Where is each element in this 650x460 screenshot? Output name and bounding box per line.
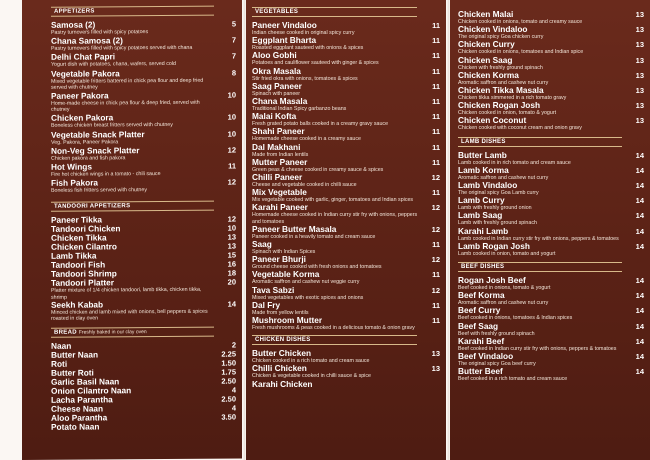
- menu-item: [252, 21, 440, 36]
- menu-item-name: Vegetable Pakora: [51, 67, 120, 79]
- menu-item: [51, 36, 236, 52]
- menu-item-description: Lamb with freshly ground spinach: [458, 220, 537, 227]
- menu-item-description: Platter mixture of 1/4 chicken tandoori, lamb tikka, chicken tikka, shrimp: [51, 287, 202, 301]
- menu-item-name: Garlic Basil Naan: [51, 376, 120, 388]
- menu-item-description: Pastry turnovers filled with spicy potatoes: [51, 29, 149, 36]
- menu-item: [252, 143, 440, 158]
- menu-item: [51, 68, 236, 91]
- menu-item: [458, 367, 644, 382]
- section-header-bread: BREAD Freshly baked in our clay oven: [51, 327, 214, 338]
- menu-item-price: 11: [432, 21, 440, 30]
- menu-item-name: Lamb Saag: [458, 210, 503, 221]
- menu-item-description: Cheese and vegetable cooked in chilli sauce: [252, 182, 357, 189]
- menu-item-name: Aloo Gobhi: [252, 50, 297, 61]
- menu-item-description: Chicken cooked in onions, tomato and creamy sauce: [458, 19, 583, 25]
- menu-item-name: Lacha Parantha: [51, 394, 113, 406]
- menu-item-description: Fresh mushrooms & peas cooked in a delicious tomato & onion gravy: [252, 325, 415, 332]
- menu-item-name: Chicken Pakora: [51, 112, 114, 124]
- menu-item-price: 14: [635, 226, 644, 236]
- menu-item: [458, 151, 644, 166]
- menu-item-description: Beef with freshly ground spinach: [458, 330, 535, 337]
- menu-item-description: Chicken cooked in onions, tomatoes and Indian spice: [458, 49, 584, 56]
- menu-item: [51, 278, 236, 301]
- menu-item: [252, 173, 440, 188]
- menu-item-price: 11: [432, 300, 440, 310]
- menu-item-description: Lamb with freshly ground onion: [458, 205, 532, 212]
- menu-item: [252, 67, 440, 82]
- menu-item-description: Spinach with Indian Spices: [252, 249, 316, 256]
- menu-item-name: Chicken Cilantro: [51, 241, 117, 253]
- menu-item: [252, 380, 440, 389]
- menu-item-price: 13: [227, 241, 236, 252]
- menu-item-description: Aromatic saffron and cashew nut curry: [458, 174, 549, 181]
- menu-item-name: Chicken Rogan Josh: [458, 100, 541, 111]
- menu-item-price: 11: [432, 36, 440, 46]
- menu-item-name: Chana Masala: [252, 96, 308, 107]
- tandoori-appetizers-list: [51, 215, 236, 322]
- menu-item-price: 11: [432, 51, 440, 61]
- menu-panel-middle: [246, 0, 446, 460]
- menu-item-price: 2.25: [221, 349, 236, 359]
- menu-item: [458, 306, 644, 321]
- section-header-beef-dishes: BEEF DISHES: [458, 262, 622, 272]
- menu-item-price: 11: [432, 157, 440, 167]
- menu-item-name: Beef Korma: [458, 290, 505, 301]
- menu-item-description: Chicken cooked in onion, tomato & yogurt: [458, 110, 557, 117]
- menu-item: [458, 196, 644, 211]
- menu-item-description: Boneless chicken breast fritters served with chutney: [51, 122, 173, 130]
- menu-item-name: Aloo Parantha: [51, 412, 108, 424]
- menu-item-price: 13: [635, 55, 644, 65]
- menu-item-description: Home-made cheese in chick pea flour & deep fried, served with chutney: [51, 99, 200, 114]
- menu-item-price: 2.50: [221, 394, 236, 404]
- menu-item-description: Potatoes and cauliflower sauteed with ginger & spices: [252, 60, 379, 67]
- menu-item-name: Butter Naan: [51, 349, 99, 361]
- menu-item-description: Made from yellow lentils: [252, 309, 309, 316]
- menu-item: [252, 82, 440, 97]
- chicken-dishes-list: [252, 349, 440, 388]
- menu-item-description: Aromatic saffron and cashew nut veggie curry: [252, 279, 360, 286]
- menu-item-price: 11: [432, 240, 440, 250]
- menu-item-price: 12: [227, 214, 236, 225]
- menu-item: [252, 301, 440, 316]
- menu-item-price: 2.50: [221, 376, 236, 386]
- menu-item: [458, 337, 644, 352]
- menu-item-name: Chicken Curry: [458, 39, 515, 50]
- menu-item-description: The original spicy Goa Lamb curry: [458, 190, 539, 197]
- menu-item-description: Green peas & cheese cooked in creamy sauce & spices: [252, 166, 384, 173]
- menu-item-description: Spinach with paneer: [252, 90, 300, 97]
- menu-item: [252, 286, 440, 301]
- menu-item-name: Chicken Saag: [458, 54, 513, 65]
- bread-subtitle: Freshly baked in our clay oven: [78, 329, 147, 336]
- menu-item-description: Chicken tikka simmered in a rich tomato gravy: [458, 95, 567, 102]
- menu-item-description: Traditional Indian Spicy garbanzo beans: [252, 106, 347, 113]
- menu-item: [458, 25, 644, 40]
- menu-item-name: Chicken Tikka Masala: [458, 85, 544, 96]
- appetizers-list: [51, 20, 236, 195]
- menu-item-name: Tandoori Chicken: [51, 223, 121, 235]
- menu-item-price: 14: [635, 165, 644, 175]
- menu-item: [458, 116, 644, 131]
- menu-item-name: Beef Vindaloo: [458, 351, 514, 362]
- menu-item-price: 14: [635, 211, 644, 221]
- menu-item: [51, 129, 236, 145]
- menu-item-name: Cheese Naan: [51, 403, 104, 415]
- menu-item: [51, 162, 236, 178]
- menu-item-description: Chicken with freshly ground spinach: [458, 64, 543, 71]
- vegetables-list: [252, 21, 440, 331]
- menu-item: [458, 352, 644, 367]
- menu-item-price: 11: [432, 112, 440, 122]
- menu-item: [252, 225, 440, 240]
- menu-item-price: 1.75: [221, 367, 236, 377]
- menu-item-description: Lamb cooked in in rich tomato and cream sauce: [458, 159, 571, 166]
- menu-item-name: Shahi Paneer: [252, 126, 305, 137]
- menu-item-name: Lamb Vindaloo: [458, 180, 518, 191]
- menu-item-name: Chana Samosa (2): [51, 35, 123, 47]
- menu-item-name: Lamb Korma: [458, 164, 509, 175]
- menu-item-name: Malai Kofta: [252, 111, 297, 122]
- menu-item-name: Mushroom Mutter: [252, 315, 323, 326]
- menu-item-name: Karahi Paneer: [252, 202, 308, 213]
- menu-item-price: 4: [231, 385, 236, 395]
- menu-item: [51, 20, 236, 36]
- menu-item-price: 12: [431, 203, 440, 213]
- menu-item-price: 7: [231, 51, 236, 61]
- menu-item-price: 11: [432, 142, 440, 152]
- menu-item-description: Veg. Pakora, Paneer Pakora: [51, 138, 119, 146]
- menu-item-name: Mutter Paneer: [252, 156, 308, 167]
- menu-item: [252, 188, 440, 203]
- menu-item-description: The original spicy Goa chicken curry: [458, 34, 544, 41]
- menu-item-price: 13: [635, 25, 644, 35]
- menu-item-price: 14: [635, 291, 644, 301]
- menu-panel-left: [22, 0, 242, 460]
- menu-item-name: Paneer Butter Masala: [252, 223, 337, 234]
- menu-item-name: Beef Saag: [458, 320, 499, 331]
- menu-item-name: Paneer Pakora: [51, 90, 109, 101]
- menu-item-price: 11: [432, 270, 440, 280]
- menu-item: [458, 10, 644, 25]
- menu-item-price: 13: [635, 101, 644, 111]
- menu-item-price: 13: [635, 86, 644, 96]
- menu-item-name: Non-Veg Snack Platter: [51, 145, 140, 156]
- menu-item: [252, 255, 440, 270]
- menu-item: [458, 56, 644, 71]
- menu-item-price: 14: [635, 181, 644, 191]
- menu-item: [252, 51, 440, 66]
- menu-item-price: 14: [635, 276, 644, 286]
- menu-item-description: Beef cooked in Indian curry stir fry with onions, peppers & tomatoes: [458, 345, 617, 352]
- menu-item-description: Lamb cooked in Indian curry stir fry with onions, peppers & tomatoes: [458, 235, 619, 242]
- menu-item-description: Chicken cooked with coconut cream and onion gravy: [458, 125, 582, 132]
- menu-item: [458, 322, 644, 337]
- menu-item-name: Lamb Rogan Josh: [458, 240, 530, 251]
- menu-item-name: Chilli Paneer: [252, 172, 303, 183]
- menu-item-description: Chicken cooked in a rich tomato and cream sauce: [252, 358, 370, 365]
- menu-item-price: 2: [231, 340, 236, 350]
- menu-item-description: Stir fried okra with onions, tomatoes & spices: [252, 75, 358, 82]
- menu-item-name: Beef Curry: [458, 305, 501, 316]
- menu-item-name: Butter Beef: [458, 366, 503, 377]
- menu-item-description: Chicken pakora and fish pakora: [51, 155, 126, 162]
- menu-item: [458, 71, 644, 86]
- menu-item-description: Boneless fish fritters served with chutney: [51, 187, 147, 195]
- menu-item-name: Mix Vegetable: [252, 187, 307, 198]
- menu-item-price: 12: [431, 224, 440, 234]
- bread-list: [51, 341, 236, 432]
- menu-item: [252, 36, 440, 51]
- menu-item-name: Chicken Vindaloo: [458, 24, 528, 35]
- menu-item-name: Lamb Curry: [458, 195, 505, 206]
- menu-item-description: Mixed vegetable fritters battered in chick pea flour and deep fried served with chutney: [51, 77, 204, 91]
- menu-item-price: 3.50: [221, 412, 236, 422]
- menu-item-price: 10: [227, 223, 236, 234]
- menu-item-price: 20: [227, 277, 236, 288]
- menu-item-description: Ground cheese cooked with fresh onions and tomatoes: [252, 264, 382, 271]
- menu-item-description: Minced chicken and lamb mixed with onions, bell peppers & spices roasted in clay oven: [51, 308, 208, 322]
- menu-item-price: 11: [228, 161, 236, 171]
- menu-item-price: 11: [432, 316, 440, 326]
- menu-item-price: 14: [635, 336, 644, 346]
- menu-item-price: 16: [227, 259, 236, 270]
- menu-item-price: 11: [432, 97, 440, 107]
- menu-item-name: Tandoori Platter: [51, 277, 115, 289]
- menu-item-name: Fish Pakora: [51, 177, 99, 189]
- menu-item-price: 11: [432, 81, 440, 91]
- menu-item: [51, 52, 236, 68]
- menu-item-name: Paneer Tikka: [51, 214, 103, 226]
- menu-item: [252, 316, 440, 331]
- menu-item: [458, 242, 644, 257]
- menu-item: [252, 158, 440, 173]
- menu-item-name: Dal Makhani: [252, 141, 301, 152]
- menu-item-name: Saag Paneer: [252, 80, 302, 91]
- menu-item-price: 14: [635, 367, 644, 377]
- menu-item: [458, 276, 644, 291]
- chicken-dishes-continued-list: [458, 10, 644, 132]
- menu-item-price: 1.50: [221, 358, 236, 368]
- section-header-vegetables: VEGETABLES: [252, 7, 417, 17]
- menu-item-price: 10: [227, 129, 236, 139]
- menu-item-description: Beef cooked in onions, tomato & yogurt: [458, 285, 551, 292]
- lamb-dishes-list: [458, 151, 644, 257]
- menu-item: [458, 227, 644, 242]
- menu-item: [458, 181, 644, 196]
- menu-item: [458, 86, 644, 101]
- menu-item-description: Aromatic saffron and cashew nut curry: [458, 300, 549, 307]
- menu-item: [51, 91, 236, 114]
- menu-item-name: Naan: [51, 340, 72, 352]
- section-header-tandoori-appetizers: TANDOORI APPETIZERS: [51, 201, 214, 212]
- menu-item-price: 12: [431, 285, 440, 295]
- menu-item-price: 14: [635, 306, 644, 316]
- menu-item: [51, 299, 236, 322]
- menu-item-price: 12: [227, 177, 236, 187]
- menu-item-name: Karahi Chicken: [252, 378, 313, 389]
- menu-item-price: 13: [635, 116, 644, 126]
- menu-item-description: Beef cooked in onions, tomatoes & Indian spices: [458, 315, 573, 322]
- menu-item-name: Onion Cilantro Naan: [51, 385, 132, 397]
- menu-item: [252, 270, 440, 285]
- menu-item-price: 5: [231, 19, 236, 29]
- menu-item-name: Delhi Chat Papri: [51, 51, 116, 63]
- menu-item-name: Hot Wings: [51, 161, 92, 172]
- menu-item-price: 10: [227, 112, 236, 122]
- menu-item-description: Mixed vegetables with exotic spices and onions: [252, 294, 364, 301]
- menu-item-name: Potato Naan: [51, 421, 100, 433]
- menu-item-price: 12: [431, 255, 440, 265]
- menu-item-price: 15: [227, 250, 236, 261]
- menu-item: [458, 291, 644, 306]
- menu-item-name: Vegetable Snack Platter: [51, 128, 145, 140]
- menu-item-price: 13: [635, 10, 644, 19]
- menu-item-price: 14: [635, 321, 644, 331]
- menu-item-description: Yogurt dish with potatoes, chana, wafers, served cold: [51, 61, 176, 69]
- menu-item-price: 10: [227, 90, 236, 100]
- menu-item-description: Lamb cooked in onion, tomato and yogurt: [458, 250, 556, 257]
- menu-item-name: Eggplant Bharta: [252, 35, 317, 46]
- menu-item-description: Indian cheese cooked in original spicy curry: [252, 30, 355, 36]
- menu-item: [51, 145, 236, 161]
- menu-item-name: Butter Chicken: [252, 348, 312, 359]
- menu-item-price: 12: [431, 173, 440, 183]
- menu-panel-right: [450, 0, 650, 460]
- menu-item-price: 13: [431, 364, 440, 374]
- menu-item-description: Pastry turnovers filled with spicy potatoes served with chana: [51, 45, 193, 53]
- menu-item-name: Vegetable Korma: [252, 269, 320, 280]
- section-header-chicken-dishes: CHICKEN DISHES: [252, 335, 417, 345]
- menu-item-name: Rogan Josh Beef: [458, 275, 526, 286]
- menu-item-name: Saag: [252, 239, 272, 250]
- menu-item-name: Samosa (2): [51, 19, 96, 30]
- section-header-appetizers: APPETIZERS: [51, 6, 214, 17]
- menu-item-name: Paneer Vindaloo: [252, 20, 317, 30]
- menu-item: [458, 211, 644, 226]
- section-header-lamb-dishes: LAMB DISHES: [458, 137, 622, 147]
- menu-item-price: 13: [635, 70, 644, 80]
- menu-item-price: 11: [432, 127, 440, 137]
- menu-item-price: 7: [231, 35, 236, 45]
- menu-item-price: 13: [227, 232, 236, 243]
- menu-item: [51, 113, 236, 129]
- menu-item: [458, 166, 644, 181]
- menu-item-description: The original spicy Goa beef curry: [458, 361, 536, 368]
- menu-item: [252, 127, 440, 142]
- menu-item-name: Chicken Malai: [458, 9, 514, 19]
- menu-item-price: 18: [227, 268, 236, 279]
- menu-item-price: 13: [635, 40, 644, 50]
- menu-item-name: Dal Fry: [252, 299, 281, 310]
- menu-item: [252, 112, 440, 127]
- menu-item: [51, 422, 236, 432]
- menu-item-description: Fire hot chicken wings in a tomato - chili sauce: [51, 171, 161, 178]
- menu-item-price: 14: [635, 196, 644, 206]
- menu-item-name: Tandoori Fish: [51, 259, 106, 271]
- menu-item-description: Paneer cooked in a heavily tomato and cream sauce: [252, 233, 376, 240]
- menu-item-price: 14: [635, 241, 644, 251]
- menu-item-name: Okra Masala: [252, 65, 301, 76]
- menu-item: [252, 97, 440, 112]
- menu-item: [252, 240, 440, 255]
- menu-item-price: 11: [432, 188, 440, 198]
- menu-item-name: Chicken Tikka: [51, 232, 107, 244]
- menu-item-name: Tava Sabzi: [252, 284, 295, 295]
- menu-item-name: Chicken Coconut: [458, 115, 527, 126]
- menu-item-name: Butter Lamb: [458, 149, 507, 160]
- menu-item-price: 4: [231, 403, 236, 413]
- menu-item-name: Tandoori Shrimp: [51, 268, 117, 280]
- menu-item-description: Chicken & vegetable cooked in chilli sauce & spice: [252, 373, 371, 380]
- menu-item-name: Seekh Kabab: [51, 299, 104, 310]
- menu-item-price: 11: [432, 66, 440, 76]
- menu-item-price: 14: [227, 299, 236, 309]
- menu-item-name: Paneer Bhurji: [252, 254, 306, 265]
- menu-item: [252, 349, 440, 364]
- menu-item-name: Roti: [51, 358, 68, 370]
- menu-item-description: Made from Indian lentils: [252, 151, 309, 158]
- menu-item-description: Roasted eggplant sauteed with onions & spices: [252, 45, 364, 52]
- menu-item-name: Butter Roti: [51, 367, 94, 379]
- menu-item: [252, 203, 440, 224]
- menu-item-description: Beef cooked in a rich tomato and cream sauce: [458, 376, 568, 383]
- menu-item: [458, 40, 644, 55]
- menu-item-price: 14: [635, 150, 644, 160]
- menu-item-description: Homemade cheese cooked in Indian curry stir fry with onions, peppers and tomatoes: [252, 212, 418, 225]
- menu-item-price: 13: [431, 349, 440, 359]
- menu-item-description: Mix vegetable cooked with garlic, ginger, tomatoes and Indian spices: [252, 197, 414, 204]
- menu-item-name: Karahi Lamb: [458, 225, 509, 236]
- menu-item-description: Homemade cheese cooked in a creamy sauce: [252, 136, 361, 143]
- menu-item-name: Lamb Tikka: [51, 250, 97, 262]
- menu-item-name: Karahi Beef: [458, 335, 505, 346]
- menu-item: [51, 178, 236, 194]
- menu-item-price: 8: [231, 68, 236, 78]
- menu-item: [458, 101, 644, 116]
- beef-dishes-list: [458, 276, 644, 382]
- menu-item-name: Chicken Korma: [458, 69, 519, 80]
- menu-item-description: Fresh grated potato balls cooked in a creamy gravy sauce: [252, 121, 389, 128]
- menu-item-price: 14: [635, 352, 644, 362]
- menu-item-price: 12: [227, 145, 236, 155]
- menu-item-description: Aromatic saffron and cashew nut curry: [458, 79, 549, 86]
- menu-item-name: Chilli Chicken: [252, 363, 307, 374]
- menu-item: [252, 364, 440, 379]
